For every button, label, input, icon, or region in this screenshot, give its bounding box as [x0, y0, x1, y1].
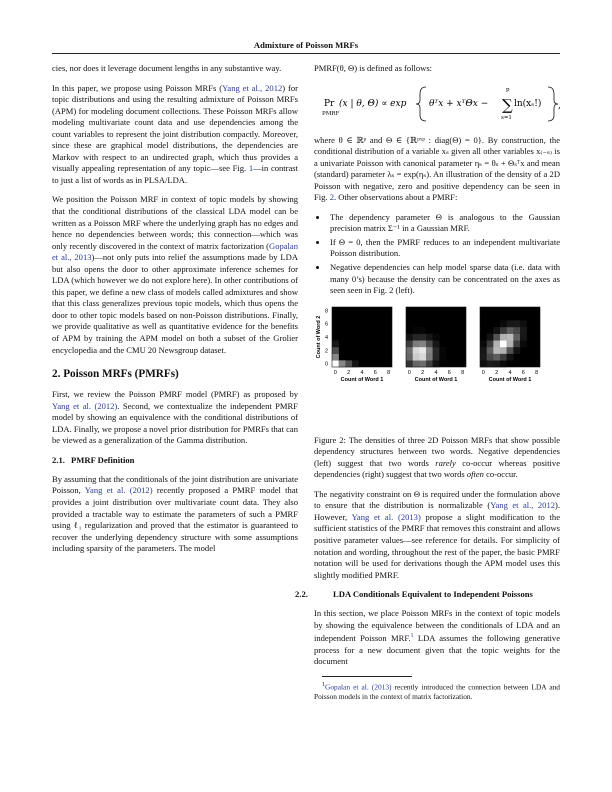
x-tick-label: 4 — [508, 369, 512, 376]
paragraph: PMRF(θ, Θ) is defined as follows: — [314, 63, 433, 73]
heatmap-cell — [426, 340, 433, 347]
heatmap-cell — [413, 327, 420, 334]
heatmap-cell — [507, 353, 514, 360]
heatmap-cell — [487, 360, 494, 367]
citation-link[interactable]: Yang et al., 2012 — [222, 82, 283, 93]
heatmap-cell — [480, 347, 487, 354]
x-axis-label: Count of Word 1 — [340, 376, 384, 383]
heatmap-cell — [406, 333, 413, 340]
paragraph: We position the Poisson MRF in context of topic models by showing that the conditional distributions of the classical LDA model can be written as a Poisson MRF where the underlying graph has no edges and hence no dependencies between words; this connection—which was only recently discovered in the context of matrix factorization (Gopalan et al., 2013)—not only puts into relief the assumptions made by LDA but also opens the door to other approximate inference schemes for LDA (which however we do not explore here). In other contributions of this paper, we define a new class of models called admixtures and show that this class generalizes previous topic models, which thus opens the door to other topic models based on non-Poisson distributions. Finally, we provide qualitative as well as quantitative evidence for the benefits of APM by training the APM model on both a subset of the Grolier encyclopedia and the CMU 20 Newsgroup dataset. — [52, 194, 298, 355]
heatmap-cell — [332, 347, 339, 354]
heatmap-cell — [426, 333, 433, 340]
heatmap-cell — [500, 360, 507, 367]
heatmap-cell — [487, 340, 494, 347]
citation-link[interactable]: Yang et al. (2012) — [52, 400, 118, 411]
x-tick-label: 2 — [347, 369, 351, 376]
svg-text:p: p — [506, 86, 510, 93]
svg-text:∑: ∑ — [502, 95, 513, 114]
subsection-heading: 2.2. LDA Conditionals Equivalent to Independent Poissons — [295, 589, 533, 600]
svg-text:(x | θ, Θ) ∝ exp: (x | θ, Θ) ∝ exp — [339, 98, 407, 109]
citation-link[interactable]: Gopalan et al. (2013) — [325, 682, 392, 692]
heatmap-cell — [500, 353, 507, 360]
x-axis-label: Count of Word 1 — [414, 376, 458, 383]
heatmap-cell — [493, 360, 500, 367]
equation-graphic — [314, 77, 560, 129]
heatmap-cell — [419, 327, 426, 334]
svg-text:Pr: Pr — [324, 98, 335, 109]
heatmap-panel-3 — [480, 307, 540, 383]
heatmap-cell — [487, 347, 494, 354]
heatmap-cell — [332, 360, 339, 367]
x-tick-label: 8 — [461, 369, 465, 376]
heatmap-cell — [413, 340, 420, 347]
heatmap-cell — [513, 333, 520, 340]
heatmap-cell — [419, 353, 426, 360]
x-tick-label: 6 — [447, 369, 451, 376]
figure-ref-link[interactable]: 1 — [248, 163, 254, 174]
heatmap-cell — [426, 347, 433, 354]
heatmap-cell — [439, 353, 446, 360]
paragraph: By assuming that the conditionals of the joint distribution are univariate Poisson, Yang et al. (2012) recently proposed a PMRF model that provides a joint distribution over multivariate count data. They also provided a tractable way to estimate the parameters of such a PMRF using ℓ₁ regularization and proved that the estimator is guaranteed to recover the underlying dependency structure with some assumptions including sparsity of the parameters. The model — [52, 473, 299, 554]
heatmap-cell — [513, 347, 520, 354]
pmrf-equation — [314, 77, 560, 129]
heatmap-cell — [413, 333, 420, 340]
heatmap-cell — [433, 333, 440, 340]
heatmap-cell — [419, 347, 426, 354]
heatmap-cell — [433, 360, 440, 367]
svg-text:PMRF: PMRF — [322, 110, 340, 117]
heatmap-cell — [500, 333, 507, 340]
heatmap-cell — [439, 347, 446, 354]
heatmap-cell — [480, 340, 487, 347]
heatmap-cell — [339, 360, 346, 367]
heatmap-cell — [406, 353, 413, 360]
heatmap-cell — [426, 353, 433, 360]
heatmap-cell — [419, 360, 426, 367]
svg-text:,: , — [558, 100, 561, 111]
heatmap-cell — [493, 333, 500, 340]
heatmap-cell — [406, 340, 413, 347]
heatmap-cell — [513, 340, 520, 347]
heatmap-panel-2 — [406, 307, 466, 383]
heatmap-cell — [520, 320, 527, 327]
heatmap-cell — [406, 360, 413, 367]
heatmap-cell — [433, 347, 440, 354]
x-tick-label: 4 — [360, 369, 364, 376]
figure-2 — [314, 303, 560, 431]
heatmap-cell — [500, 340, 507, 347]
heatmap-cell — [413, 360, 420, 367]
running-head: Admixture of Poisson MRFs — [253, 40, 359, 50]
heatmap-cell — [500, 327, 507, 334]
x-tick-label: 0 — [481, 369, 485, 376]
heatmap-cell — [520, 340, 527, 347]
citation-link[interactable]: Yang et al., 2012 — [490, 500, 556, 511]
citation-link[interactable]: Gopalan et al., 2013 — [52, 240, 298, 263]
heatmap-cell — [433, 340, 440, 347]
heatmap-cell — [345, 360, 352, 367]
heatmap-cell — [487, 353, 494, 360]
x-tick-label: 8 — [387, 369, 391, 376]
heatmap-cell — [507, 340, 514, 347]
paragraph: where θ ∈ ℝᵖ and Θ ∈ {ℝᵖˣᵖ : diag(Θ) = 0}. By construction, the conditional distribution of a variable xₛ given all other variables x₍₋ₛ₎ is a univariate Poisson with canonical parameter ηₛ = θₛ + Θₛᵀx and mean (standard) parameter λₛ = exp(ηₛ). An illustration of the density of a 2D Poisson with negative, zero and positive dependency can be seen in Fig. 2. Other observations about a PMRF: — [314, 134, 560, 203]
figure-ref-link[interactable]: 2 — [329, 192, 334, 203]
density-heatmaps — [314, 303, 560, 431]
footnote: $^1$Gopalan et al. (2013) recently introduced the connection between LDA and Poisson models in the context of matrix factorization. — [314, 681, 560, 701]
heatmap-cell — [413, 347, 420, 354]
x-tick-label: 4 — [434, 369, 438, 376]
x-tick-label: 6 — [521, 369, 525, 376]
heatmap-cell — [493, 327, 500, 334]
heatmap-panel-1 — [332, 307, 392, 383]
heatmap-cell — [419, 340, 426, 347]
y-tick-label: 6 — [324, 321, 328, 328]
heatmap-cell — [480, 353, 487, 360]
x-tick-label: 6 — [373, 369, 377, 376]
heatmap-cell — [500, 347, 507, 354]
left-column — [52, 63, 298, 563]
heatmap-cell — [500, 320, 507, 327]
x-tick-label: 0 — [333, 369, 337, 376]
citation-link[interactable]: Yang et al. (2013) — [351, 511, 421, 522]
heatmap-cell — [507, 333, 514, 340]
heatmap-cell — [419, 333, 426, 340]
heatmap-cell — [480, 360, 487, 367]
paragraph: In this section, we place Poisson MRFs in the context of topic models by showing the equivalence between the conditionals of LDA and an independent Poisson MRF.$^1$ LDA assumes the following generative process for a new document given that the topic weights for the document — [314, 608, 560, 667]
x-tick-label: 0 — [407, 369, 411, 376]
y-axis-label: Count of Word 2 — [316, 315, 322, 358]
paragraph: In this paper, we propose using Poisson MRFs (Yang et al., 2012) for topic distributions and using the resulting admixture of Poisson MRFs (APM) for modeling document collections. These Poisson MRFs allow modeling multivariate count data and use dependencies among the count variables to represent the joint distribution compactly. Moreover, since these are graphical model distributions, the dependencies are Markov with respect to an undirected graph, which thus provides a visually appealing representation of any topic—see Fig. 1—in contrast to just a list of words as in PLSA/LDA. — [52, 82, 298, 185]
footnote-rule — [322, 676, 412, 677]
heatmap-cell — [332, 353, 339, 360]
heatmap-cell — [332, 340, 339, 347]
heatmap-cell — [520, 327, 527, 334]
y-tick-label: 8 — [324, 307, 328, 314]
heatmap-cell — [413, 353, 420, 360]
svg-text:θᵀx + xᵀΘx −: θᵀx + xᵀΘx − — [429, 98, 489, 109]
x-tick-label: 8 — [535, 369, 539, 376]
x-tick-label: 2 — [421, 369, 425, 376]
x-tick-label: 2 — [495, 369, 499, 376]
section-heading: 2. Poisson MRFs (PMRFs) — [52, 368, 179, 381]
heatmap-cell — [513, 327, 520, 334]
heatmap-cell — [493, 347, 500, 354]
heatmap-cell — [507, 347, 514, 354]
paragraph: The negativity constraint on Θ is required under the formulation above to ensure that the distribution is normalizable (Yang et al., 2012). However, Yang et al. (2013) propose a slight modification to the sufficient statistics of the PMRF that removes this constraint and allows positive parameter values—see reference for details. For simplicity of notation and wording, throughout the rest of the paper, the basic PMRF notation will be used for derivations though the APM model uses this slightly modified PMRF. — [314, 488, 560, 580]
svg-text:ln(xₛ!): ln(xₛ!) — [514, 98, 542, 109]
heatmap-cell — [426, 360, 433, 367]
heatmap-cell — [507, 327, 514, 334]
list-item: • Negative dependencies can help model sparse data (i.e. data with many 0’s) because the density can be concentrated on the axes as seen seen in Fig. 2 (left). — [328, 262, 560, 297]
header-rule — [52, 53, 560, 54]
heatmap-cell — [433, 353, 440, 360]
y-tick-label: 4 — [324, 334, 328, 341]
observation-list — [314, 212, 560, 297]
list-item: • The dependency parameter Θ is analogous to the Gaussian precision matrix Σ⁻¹ in a Gaussian MRF. — [328, 212, 560, 235]
svg-text:s=1: s=1 — [501, 114, 512, 121]
right-column — [295, 63, 561, 701]
footnote-marker[interactable]: 1 — [410, 633, 414, 640]
heatmap-cell — [513, 320, 520, 327]
heatmap-cell — [493, 340, 500, 347]
subsection-heading: 2.1. PMRF Definition — [52, 454, 135, 465]
list-item: • If Θ = 0, then the PMRF reduces to an independent multivariate Poisson distribution. — [328, 237, 560, 260]
heatmap-cell — [493, 353, 500, 360]
heatmap-cell — [352, 360, 359, 367]
heatmap-cell — [487, 333, 494, 340]
paragraph: First, we review the Poisson PMRF model (PMRF) as proposed by Yang et al. (2012). Second, we contextualize the independent PMRF model by showing an equivalence with the conditional distributions of LDA. Finally, we propose a novel prior distribution for PMRFs that can be viewed as a generalization of the Gamma distribution. — [52, 389, 298, 446]
figure-caption: Figure 2: The densities of three 2D Poisson MRFs that show possible dependency structures between two words. Negative dependencies (left) suggest that two words rarely co-occur whereas positive dependencies (right) suggest that two words often co-occur. — [314, 434, 561, 480]
paragraph: cies, nor does it leverage document lengths in any substantive way. — [52, 63, 282, 73]
y-tick-label: 0 — [324, 361, 328, 368]
citation-link[interactable]: Yang et al. (2012) — [84, 485, 153, 496]
heatmap-cell — [507, 320, 514, 327]
x-axis-label: Count of Word 1 — [488, 376, 532, 383]
heatmap-cell — [406, 347, 413, 354]
y-tick-label: 2 — [324, 347, 328, 354]
heatmap-cell — [520, 333, 527, 340]
